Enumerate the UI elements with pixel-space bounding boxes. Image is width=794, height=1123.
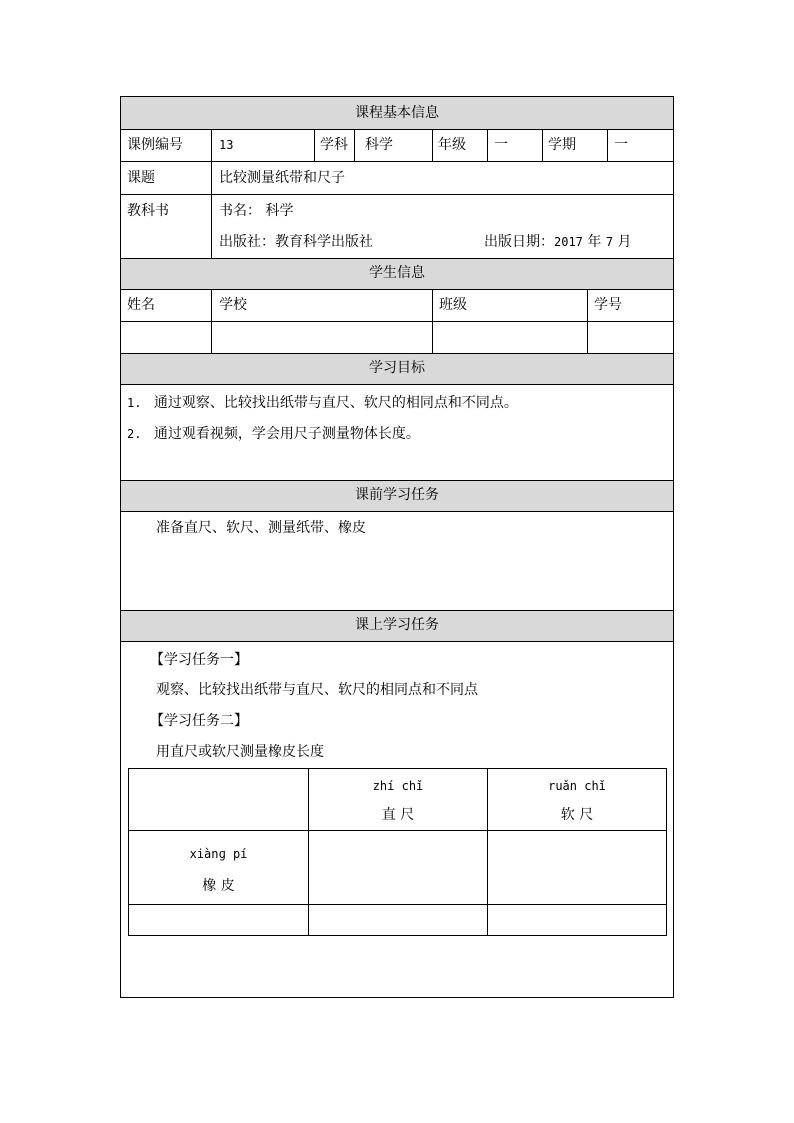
grade-value: 一 [494,137,508,153]
school-field[interactable] [212,322,432,353]
task-two-title: 【学习任务二】 [150,713,248,729]
tape-measure-measurement-cell[interactable] [488,831,666,904]
task-one-text: 观察、比较找出纸带与直尺、软尺的相同点和不同点 [156,682,478,698]
publication-date [484,233,632,251]
grade-label: 年级 [438,137,466,153]
pre-class-text: 准备直尺、软尺、测量纸带、橡皮 [156,520,366,536]
pub-date-label: 出版日期： [484,234,554,250]
goal-text: 通过观察、比较找出纸带与直尺、软尺的相同点和不同点。 [153,395,518,411]
name-field[interactable] [121,322,211,353]
task-one-title: 【学习任务一】 [150,652,248,668]
class-label: 班级 [439,297,467,313]
class-field[interactable] [433,322,587,353]
publisher: 出版社：教育科学出版社 [219,234,373,250]
topic-label: 课题 [127,170,155,186]
lesson-no-label: 课例编号 [127,137,183,153]
school-label: 学校 [219,297,247,313]
goal-number: 2. [127,427,142,441]
basic-info-header: 课程基本信息 [355,105,439,121]
lesson-form [120,96,674,998]
name-label: 姓名 [127,297,155,313]
student-id-field[interactable] [588,322,674,353]
lesson-no-value: 13 [219,138,234,152]
ruler-header: 直 尺 [381,807,415,823]
eraser-row-label: 橡 皮 [202,878,235,894]
pub-year: 2017 [554,235,583,249]
ruler-pinyin: zhí chǐ [372,779,424,793]
tape-measure-pinyin: ruǎn chǐ [548,779,606,793]
in-class-header: 课上学习任务 [355,617,439,633]
subject-value: 科学 [365,137,393,153]
goals-header: 学习目标 [369,360,425,376]
task-two-text: 用直尺或软尺测量橡皮长度 [156,744,324,760]
eraser-pinyin: xiànɡ pí [189,847,248,861]
subject-label: 学科 [320,137,348,153]
pub-month: 7 [605,235,614,249]
book-name: 书名： 科学 [219,203,294,219]
student-info-header: 学生信息 [369,265,425,281]
goal-text: 通过观看视频，学会用尺子测量物体长度。 [153,426,420,442]
goal-item [127,394,518,412]
goal-number: 1. [127,396,142,410]
year-char: 年 [587,234,602,250]
term-label: 学期 [548,137,576,153]
goal-item [127,425,420,443]
term-value: 一 [614,137,628,153]
measurement-table [128,768,667,936]
pre-class-header: 课前学习任务 [355,487,439,503]
textbook-label: 教科书 [127,203,169,219]
ruler-measurement-cell[interactable] [309,831,487,904]
month-char: 月 [617,234,632,250]
topic-value: 比较测量纸带和尺子 [219,170,345,186]
student-id-label: 学号 [594,297,622,313]
tape-measure-header: 软 尺 [560,807,594,823]
